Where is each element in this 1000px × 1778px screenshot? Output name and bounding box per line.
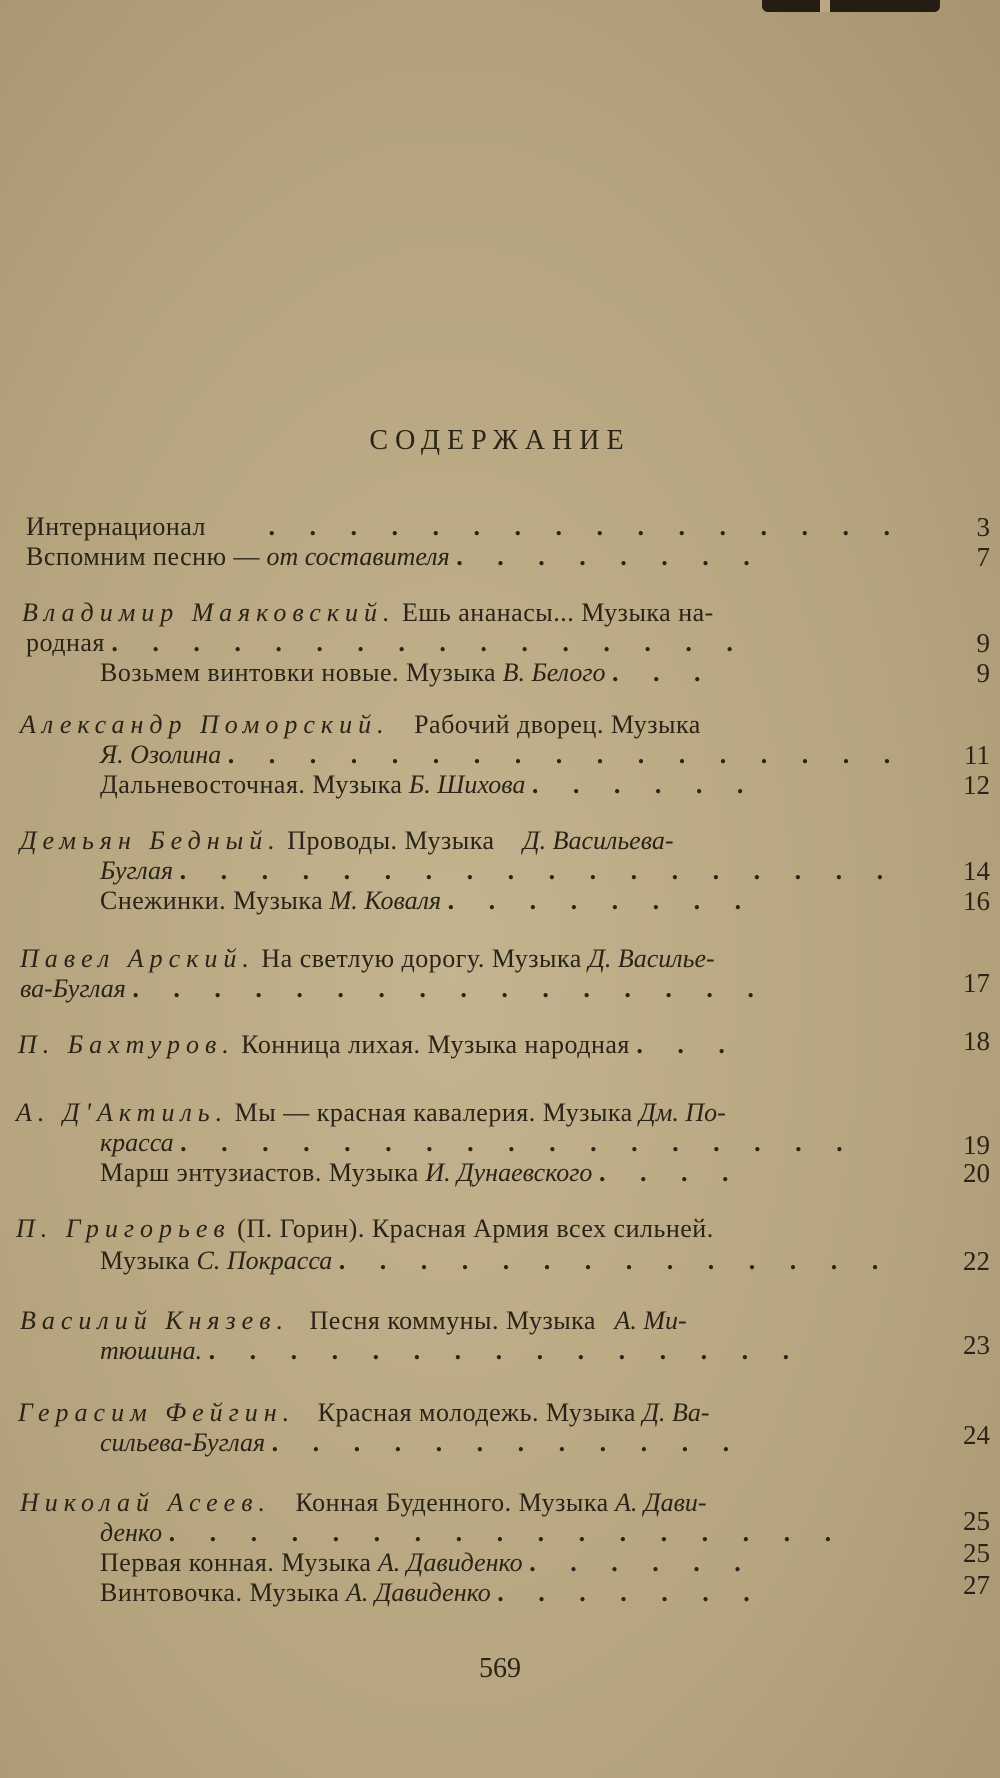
toc-entry-16-line-2 bbox=[100, 1518, 845, 1548]
toc-entry-13-line-1 bbox=[16, 1214, 714, 1244]
leader-dots: . . . . . . . . . . . . . . . . . bbox=[180, 1128, 857, 1157]
leader-dots: . . . . . . . . . . . . . . . . bbox=[111, 628, 747, 657]
toc-entry-5-line-1 bbox=[20, 710, 701, 740]
entry-composer: А. Дави- bbox=[615, 1488, 707, 1517]
toc-entry-17 bbox=[100, 1548, 755, 1578]
entry-composer: Д. Василье- bbox=[588, 944, 715, 973]
leader-dots: . . . . . . . . . . . . . . . bbox=[208, 1336, 804, 1365]
entry-composer-cont: ва-Буглая bbox=[20, 974, 126, 1003]
page-number: 19 bbox=[963, 1130, 990, 1160]
toc-entry-11-line-2 bbox=[100, 1128, 857, 1158]
entry-author: Владимир Маяковский. bbox=[22, 598, 396, 627]
entry-title: Мы — красная кавалерия. Музыка bbox=[234, 1098, 633, 1127]
toc-entry-12 bbox=[100, 1158, 742, 1188]
entry-author: П. Бахтуров. bbox=[18, 1030, 235, 1059]
entry-author: Демьян Бедный. bbox=[20, 826, 281, 855]
entry-title-cont: Музыка bbox=[100, 1246, 190, 1275]
page-number: 14 bbox=[963, 856, 990, 886]
entry-composer-cont: тюшина. bbox=[100, 1336, 203, 1365]
entry-author: Александр Поморский. bbox=[20, 710, 390, 739]
entry-composer: А. Давиденко bbox=[377, 1548, 523, 1577]
page-number: 24 bbox=[963, 1420, 990, 1450]
toc-entry-2 bbox=[26, 542, 764, 572]
entry-title: Дальневосточная. Музыка bbox=[100, 770, 403, 799]
leader-dots: . . . . . . bbox=[531, 770, 758, 799]
toc-entry-3-line-2 bbox=[26, 628, 747, 658]
page-number: 25 bbox=[963, 1506, 990, 1536]
leader-dots: . . . . . . . . . . . . . . . . . . bbox=[179, 856, 898, 885]
toc-entry-5-line-2 bbox=[100, 740, 904, 770]
leader-dots: . . . . . . . . . . . . . . . . bbox=[268, 512, 905, 541]
entry-title-cont: родная bbox=[26, 628, 105, 657]
entry-title: Марш энтузиастов. Музыка bbox=[100, 1158, 419, 1187]
page-number: 11 bbox=[964, 740, 990, 770]
entry-composer-cont: сильева-Буглая bbox=[100, 1428, 266, 1457]
toc-entry-7-line-1 bbox=[20, 826, 674, 856]
leader-dots: . . . . bbox=[598, 1158, 743, 1187]
page-number: 9 bbox=[976, 628, 990, 658]
page-number: 9 bbox=[976, 658, 990, 688]
toc-entry-10 bbox=[18, 1030, 739, 1060]
toc-entry-1 bbox=[26, 512, 904, 542]
entry-title: Возьмем винтовки новые. Музыка bbox=[100, 658, 497, 687]
entry-composer: С. Покрасса bbox=[196, 1246, 333, 1275]
entry-composer-cont: Буглая bbox=[100, 856, 174, 885]
leader-dots: . . . . . . . . . . . . bbox=[271, 1428, 744, 1457]
entry-composer: Я. Озолина bbox=[100, 740, 222, 769]
entry-author: П. Григорьев bbox=[16, 1214, 231, 1243]
toc-entry-16-line-1 bbox=[20, 1488, 707, 1518]
entry-compiler: от составителя bbox=[266, 542, 450, 571]
leader-dots: . . . bbox=[636, 1030, 739, 1059]
entry-title: Проводы. Музыка bbox=[287, 826, 495, 855]
toc-entry-9-line-2 bbox=[20, 974, 768, 1004]
toc-entry-4 bbox=[100, 658, 714, 688]
entry-composer: М. Коваля bbox=[329, 886, 442, 915]
folio-page-number: 569 bbox=[479, 1653, 521, 1684]
page-number: 3 bbox=[976, 512, 990, 542]
entry-title: Конница лихая. Музыка народная bbox=[241, 1030, 630, 1059]
page-number: 22 bbox=[963, 1246, 990, 1276]
entry-composer-cont: красса bbox=[100, 1128, 174, 1157]
leader-dots: . . . . . . . bbox=[497, 1578, 764, 1607]
entry-composer: И. Дунаевского bbox=[425, 1158, 593, 1187]
entry-title: Ешь ананасы... Музыка на- bbox=[401, 598, 714, 627]
entry-title: Конная Буденного. Музыка bbox=[295, 1488, 609, 1517]
entry-author: Николай Асеев. bbox=[20, 1488, 272, 1517]
entry-author: А. Д'Актиль. bbox=[16, 1098, 229, 1127]
page-number: 7 bbox=[976, 542, 990, 572]
leader-dots: . . . . . . . . bbox=[447, 886, 756, 915]
entry-title: Вспомним песню — bbox=[26, 542, 261, 571]
page-number: 16 bbox=[963, 886, 990, 916]
toc-entry-8 bbox=[100, 886, 755, 916]
page-number: 23 bbox=[963, 1330, 990, 1360]
entry-author: Василий Князев. bbox=[20, 1306, 289, 1335]
entry-title: Первая конная. Музыка bbox=[100, 1548, 372, 1577]
leader-dots: . . . . . . . . bbox=[456, 542, 764, 571]
page-title: СОДЕРЖАНИЕ bbox=[369, 425, 631, 456]
entry-composer: В. Белого bbox=[502, 658, 606, 687]
entry-author: Герасим Фейгин. bbox=[18, 1398, 296, 1427]
leader-dots: . . . . . . . . . . . . . . . . bbox=[132, 974, 768, 1003]
toc-entry-9-line-1 bbox=[20, 944, 715, 974]
toc-entry-6 bbox=[100, 770, 757, 800]
page-number: 20 bbox=[963, 1158, 990, 1188]
page-number: 18 bbox=[963, 1026, 990, 1056]
entry-title: Винтовочка. Музыка bbox=[100, 1578, 340, 1607]
entry-composer-cont: денко bbox=[100, 1518, 163, 1547]
leader-dots: . . . bbox=[611, 658, 715, 687]
entry-title: Рабочий дворец. Музыка bbox=[414, 710, 701, 739]
entry-composer: А. Ми- bbox=[614, 1306, 687, 1335]
page-number: 27 bbox=[963, 1570, 990, 1600]
page-number: 12 bbox=[963, 770, 990, 800]
toc-entry-18 bbox=[100, 1578, 764, 1608]
entry-title: Снежинки. Музыка bbox=[100, 886, 324, 915]
entry-composer: А. Давиденко bbox=[345, 1578, 491, 1607]
entry-composer: Б. Шихова bbox=[408, 770, 526, 799]
entry-composer: Дм. По- bbox=[639, 1098, 726, 1127]
leader-dots: . . . . . . . . . . . . . . . . . bbox=[168, 1518, 846, 1547]
toc-entry-3-line-1 bbox=[22, 598, 714, 628]
toc-entry-15-line-2 bbox=[100, 1428, 743, 1458]
entry-author: Павел Арский. bbox=[20, 944, 255, 973]
toc-entry-14-line-2 bbox=[100, 1336, 803, 1366]
toc-entry-13-line-2 bbox=[100, 1246, 892, 1276]
entry-title: Красная молодежь. Музыка bbox=[317, 1398, 636, 1427]
entry-title: Интернационал bbox=[26, 512, 207, 541]
toc-entry-14-line-1 bbox=[20, 1306, 687, 1336]
leader-dots: . . . . . . bbox=[529, 1548, 755, 1577]
entry-title: На светлую дорогу. Музыка bbox=[261, 944, 582, 973]
leader-dots: . . . . . . . . . . . . . . bbox=[338, 1246, 893, 1275]
entry-composer: Д. Васильева- bbox=[523, 826, 674, 855]
leader-dots: . . . . . . . . . . . . . . . . . bbox=[227, 740, 905, 769]
page-number: 25 bbox=[963, 1538, 990, 1568]
page-number: 17 bbox=[963, 968, 990, 998]
entry-composer: Д. Ва- bbox=[642, 1398, 710, 1427]
toc-entry-15-line-1 bbox=[18, 1398, 710, 1428]
toc-entry-7-line-2 bbox=[100, 856, 897, 886]
entry-title: (П. Горин). Красная Армия всех сильней. bbox=[237, 1214, 714, 1243]
entry-title: Песня коммуны. Музыка bbox=[309, 1306, 596, 1335]
toc-entry-11-line-1 bbox=[16, 1098, 726, 1128]
